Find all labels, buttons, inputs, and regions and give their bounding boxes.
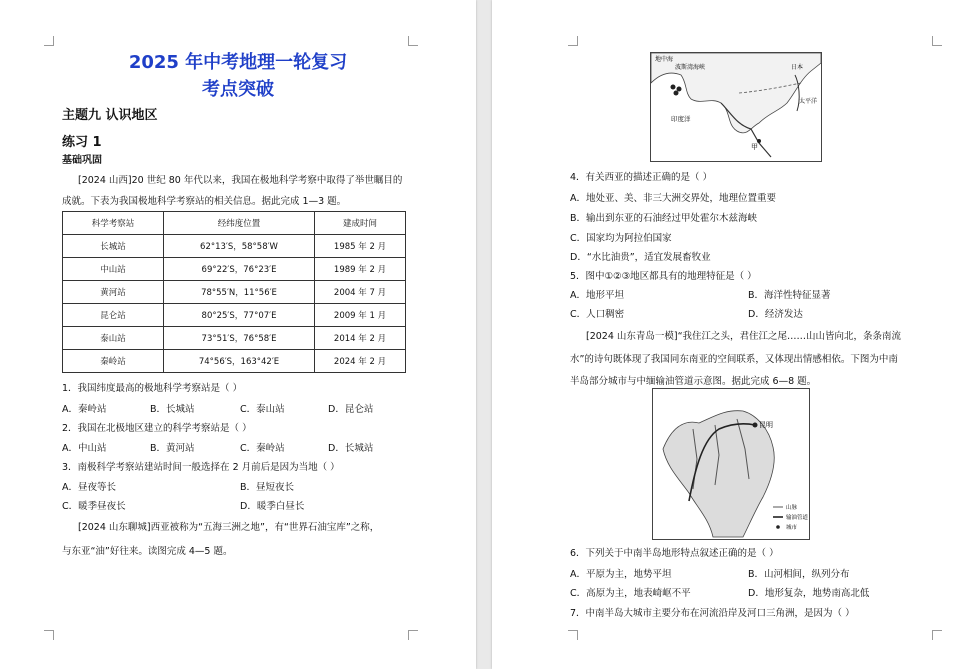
intro-paragraph-3: [2024 山东青岛一模]“我住江之头，君住江之尾……山山皆向北，条条南流 [586, 331, 902, 342]
option[interactable]: D．昆仑站 [328, 404, 374, 415]
intro-paragraph-1: [2024 山西]20 世纪 80 年代以来，我国在极地科学考察中取得了举世瞩目的 [78, 175, 403, 186]
document-page-right [492, 0, 975, 669]
table-cell: 中山站 [63, 258, 164, 281]
table-cell: 2009 年 1 月 [315, 304, 406, 327]
question-6: 6．下列关于中南半岛地形特点叙述正确的是（ ） [570, 548, 779, 559]
table-header-row [63, 212, 406, 235]
map-label: 地中海 [655, 56, 674, 63]
crop-mark [408, 36, 418, 46]
table-header: 建成时间 [315, 212, 406, 235]
table-cell: 1989 年 2 月 [315, 258, 406, 281]
option[interactable]: B．黄河站 [150, 443, 195, 454]
crop-mark [568, 630, 578, 640]
question-5: 5．图中①②③地区都具有的地理特征是（ ） [570, 271, 757, 282]
map-label: 印度洋 [671, 115, 691, 123]
question-1: 1．我国纬度最高的极地科学考察站是（ ） [62, 383, 243, 394]
table-cell: 73°51′S，76°58′E [164, 327, 315, 350]
legend-label: 山脉 [786, 505, 798, 511]
table-row [63, 258, 406, 281]
question-2: 2．我国在北极地区建立的科学考察站是（ ） [62, 423, 252, 434]
research-station-table [62, 211, 406, 373]
option[interactable]: C．人口稠密 [570, 309, 625, 320]
question-7: 7．中南半岛大城市主要分布在河流沿岸及河口三角洲，是因为（ ） [570, 608, 855, 619]
option[interactable]: B．长城站 [150, 404, 195, 415]
table-header: 经纬度位置 [164, 212, 315, 235]
table-header: 科学考察站 [63, 212, 164, 235]
exercise-heading: 练习 1 [62, 135, 102, 150]
option[interactable]: C．泰山站 [240, 404, 285, 415]
table-cell: 2024 年 2 月 [315, 350, 406, 373]
table-cell: 80°25′S，77°07′E [164, 304, 315, 327]
option[interactable]: A．地形平坦 [570, 290, 624, 301]
oil-marker [671, 85, 676, 90]
table-cell: 74°56′S，163°42′E [164, 350, 315, 373]
oil-marker [674, 91, 679, 96]
table-row [63, 235, 406, 258]
option[interactable]: A．昼夜等长 [62, 482, 116, 493]
table-row [63, 327, 406, 350]
option[interactable]: D．“水比油贵”，适宜发展畜牧业 [570, 252, 711, 263]
table-cell: 秦岭站 [63, 350, 164, 373]
section-heading: 基础巩固 [62, 155, 102, 166]
option[interactable]: B．山河相间，纵列分布 [748, 569, 850, 580]
table-cell: 1985 年 2 月 [315, 235, 406, 258]
intro-paragraph-3-cont2: 半岛部分城市与中缅输油管道示意图。据此完成 6—8 题。 [570, 376, 817, 387]
map-label: 太平洋 [799, 98, 818, 105]
option[interactable]: D．地形复杂，地势南高北低 [748, 588, 870, 599]
table-cell: 黄河站 [63, 281, 164, 304]
indochina-pipeline-map [652, 388, 810, 540]
option[interactable]: A．平原为主，地势平坦 [570, 569, 672, 580]
crop-mark [932, 36, 942, 46]
intro-paragraph-2: [2024 山东聊城]西亚被称为“五海三洲之地”，有“世界石油宝库”之称， [78, 522, 380, 533]
option[interactable]: C．暖季昼夜长 [62, 501, 126, 512]
intro-paragraph-1-cont: 成就。下表为我国极地科学考察站的相关信息。据此完成 1—3 题。 [62, 196, 347, 207]
table-cell: 昆仑站 [63, 304, 164, 327]
question-3: 3．南极科学考察站建站时间一般选择在 2 月前后是因为当地（ ） [62, 462, 340, 473]
question-4: 4．有关西亚的描述正确的是（ ） [570, 172, 713, 183]
map-label: 日本 [791, 64, 804, 71]
legend-label: 输油管道 [786, 515, 809, 521]
option[interactable]: D．暖季白昼长 [240, 501, 305, 512]
document-page-left [0, 0, 476, 669]
doc-title: 2025 年中考地理一轮复习 [128, 52, 348, 73]
doc-subtitle: 考点突破 [202, 79, 274, 100]
table-cell: 78°55′N，11°56′E [164, 281, 315, 304]
legend-city-symbol [776, 525, 780, 529]
topic-heading: 主题九 认识地区 [62, 108, 158, 123]
city-label: 昆明 [759, 421, 773, 429]
option[interactable]: B．昼短夜长 [240, 482, 295, 493]
option[interactable]: C．高原为主，地表崎岖不平 [570, 588, 691, 599]
table-cell: 62°13′S，58°58′W [164, 235, 315, 258]
crop-mark [932, 630, 942, 640]
map-figure [651, 53, 821, 161]
option[interactable]: C．秦岭站 [240, 443, 285, 454]
map-label: 甲 [751, 143, 758, 151]
table-cell: 2014 年 2 月 [315, 327, 406, 350]
intro-paragraph-3-cont: 水”的诗句既体现了我国同东南亚的空间联系，又体现出情感相依。下图为中南 [570, 354, 898, 365]
crop-mark [44, 36, 54, 46]
west-asia-oil-route-map [650, 52, 822, 162]
option[interactable]: D．长城站 [328, 443, 374, 454]
option[interactable]: C．国家均为阿拉伯国家 [570, 233, 672, 244]
table-cell: 泰山站 [63, 327, 164, 350]
intro-paragraph-2-cont: 与东亚“油”好往来。读图完成 4—5 题。 [62, 546, 233, 557]
city-marker [753, 423, 758, 428]
crop-mark [568, 36, 578, 46]
option[interactable]: A．地处亚、美、非三大洲交界处，地理位置重要 [570, 193, 776, 204]
option[interactable]: D．经济发达 [748, 309, 803, 320]
option[interactable]: B．输出到东亚的石油经过甲处霍尔木兹海峡 [570, 213, 758, 224]
crop-mark [44, 630, 54, 640]
oil-marker [677, 87, 682, 92]
option[interactable]: B．海洋性特征显著 [748, 290, 831, 301]
option[interactable]: A．中山站 [62, 443, 107, 454]
map-label: 波斯湾海峡 [675, 64, 706, 71]
crop-mark [408, 630, 418, 640]
table-cell: 2004 年 7 月 [315, 281, 406, 304]
table-row [63, 304, 406, 327]
option[interactable]: A．秦岭站 [62, 404, 107, 415]
table-cell: 69°22′S，76°23′E [164, 258, 315, 281]
legend-label: 城市 [786, 525, 798, 531]
table-cell: 长城站 [63, 235, 164, 258]
table-row [63, 350, 406, 373]
table-row [63, 281, 406, 304]
map-figure [653, 389, 809, 539]
